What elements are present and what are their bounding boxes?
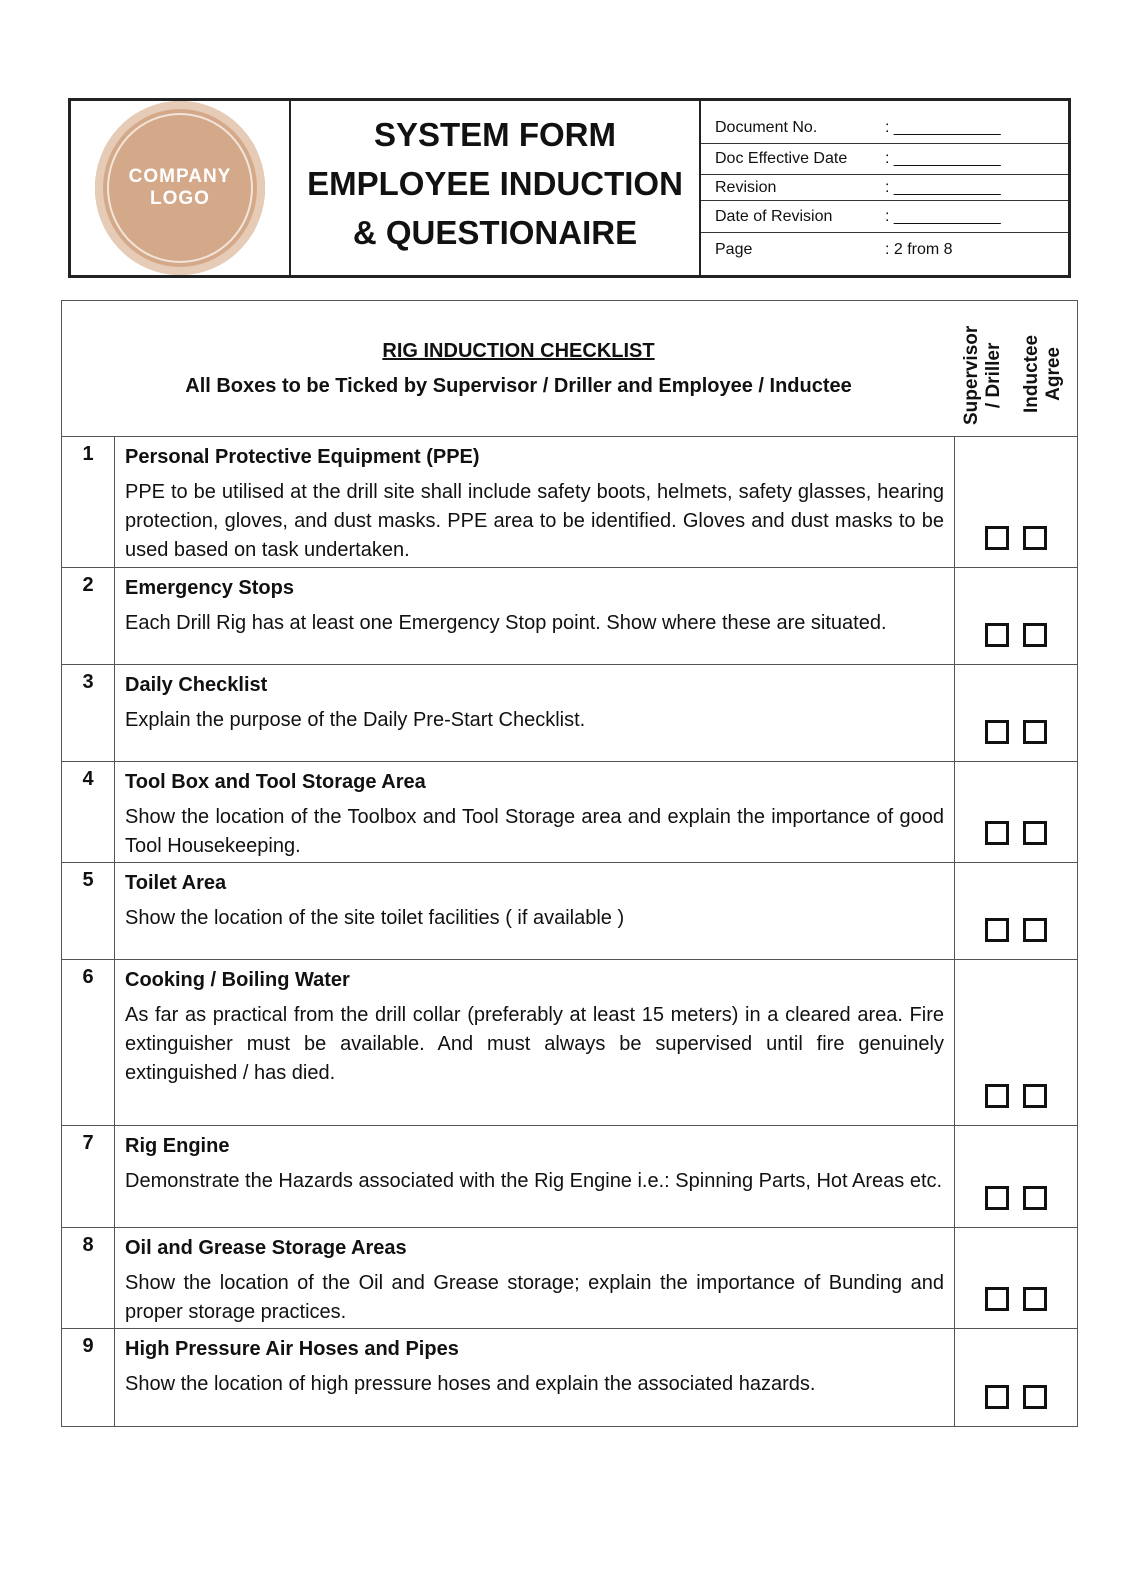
inductee-checkbox[interactable] xyxy=(1023,1186,1047,1210)
item-checkboxes xyxy=(955,960,1077,1125)
inductee-checkbox[interactable] xyxy=(1023,720,1047,744)
form-title xyxy=(291,101,701,275)
item-body xyxy=(115,1329,955,1426)
item-checkboxes xyxy=(955,1228,1077,1328)
supervisor-column-header xyxy=(961,326,1005,425)
logo-text: COMPANY xyxy=(128,166,232,187)
item-number: 5 xyxy=(62,863,115,959)
item-title: Toilet Area xyxy=(125,872,227,894)
item-body xyxy=(115,1126,955,1227)
item-number: 4 xyxy=(62,762,115,862)
header-line: / Driller xyxy=(983,342,1004,409)
logo-cell xyxy=(71,101,291,275)
supervisor-checkbox[interactable] xyxy=(985,526,1009,550)
title-line: EMPLOYEE INDUCTION xyxy=(307,164,683,202)
supervisor-checkbox[interactable] xyxy=(985,918,1009,942)
item-body xyxy=(115,960,955,1125)
inductee-checkbox[interactable] xyxy=(1023,1385,1047,1409)
item-checkboxes xyxy=(955,665,1077,761)
inductee-checkbox[interactable] xyxy=(1023,821,1047,845)
item-title: Tool Box and Tool Storage Area xyxy=(125,771,426,793)
checklist-subtitle: All Boxes to be Ticked by Supervisor / Driller and Employee / Inductee xyxy=(185,374,852,397)
checklist-item xyxy=(62,665,1077,762)
meta-row xyxy=(701,101,1068,144)
meta-label: Document No. xyxy=(715,119,818,136)
item-body xyxy=(115,762,955,862)
item-number: 8 xyxy=(62,1228,115,1328)
meta-row xyxy=(701,144,1068,175)
supervisor-checkbox[interactable] xyxy=(985,1084,1009,1108)
checklist-item xyxy=(62,1228,1077,1329)
meta-label: Revision xyxy=(715,178,777,196)
item-title: Emergency Stops xyxy=(125,577,294,599)
meta-row xyxy=(701,201,1068,233)
meta-value: : ____________ xyxy=(885,119,1001,136)
item-body xyxy=(115,1228,955,1328)
logo-text: LOGO xyxy=(150,188,210,209)
inductee-checkbox[interactable] xyxy=(1023,1287,1047,1311)
item-description: Explain the purpose of the Daily Pre-Start Checklist. xyxy=(125,709,586,731)
meta-value: : 2 from 8 xyxy=(885,241,953,258)
meta-value: : ____________ xyxy=(885,178,1001,196)
checklist-heading xyxy=(62,301,955,436)
item-title: Personal Protective Equipment (PPE) xyxy=(125,446,480,468)
item-description: Each Drill Rig has at least one Emergency Stop point. Show where these are situated. xyxy=(125,612,887,634)
supervisor-checkbox[interactable] xyxy=(985,1287,1009,1311)
item-number: 6 xyxy=(62,960,115,1125)
item-description: Show the location of the Oil and Grease storage; explain the importance of Bunding and proper storage practices. xyxy=(125,1272,944,1323)
item-description: As far as practical from the drill collar (preferably at least 15 meters) in a cleared area. Fire extinguisher must be available. And must always be supervised until fire genuinely extinguished / has died. xyxy=(125,1004,944,1084)
item-checkboxes xyxy=(955,1126,1077,1227)
header-line: Inductee xyxy=(1021,334,1042,413)
meta-value: : ____________ xyxy=(885,207,1001,225)
item-checkboxes xyxy=(955,1329,1077,1426)
item-body xyxy=(115,863,955,959)
item-number: 1 xyxy=(62,437,115,567)
checklist-item xyxy=(62,1329,1077,1426)
item-title: Cooking / Boiling Water xyxy=(125,969,350,991)
inductee-checkbox[interactable] xyxy=(1023,526,1047,550)
checklist-item xyxy=(62,568,1077,665)
meta-value: : ____________ xyxy=(885,150,1001,167)
checklist-item xyxy=(62,437,1077,568)
item-checkboxes xyxy=(955,437,1077,567)
item-number: 2 xyxy=(62,568,115,664)
item-description: Demonstrate the Hazards associated with the Rig Engine i.e.: Spinning Parts, Hot Areas etc. xyxy=(125,1170,943,1192)
supervisor-checkbox[interactable] xyxy=(985,1385,1009,1409)
form-header xyxy=(68,98,1071,278)
supervisor-checkbox[interactable] xyxy=(985,623,1009,647)
document-meta xyxy=(701,101,1068,275)
supervisor-checkbox[interactable] xyxy=(985,1186,1009,1210)
checklist-title: RIG INDUCTION CHECKLIST xyxy=(382,339,655,362)
meta-row xyxy=(701,175,1068,201)
item-checkboxes xyxy=(955,863,1077,959)
supervisor-checkbox[interactable] xyxy=(985,821,1009,845)
inductee-checkbox[interactable] xyxy=(1023,918,1047,942)
item-title: High Pressure Air Hoses and Pipes xyxy=(125,1338,459,1360)
inductee-column-header xyxy=(1021,335,1065,413)
checklist-item xyxy=(62,1126,1077,1228)
title-line: SYSTEM FORM xyxy=(373,115,616,153)
induction-checklist-table xyxy=(61,300,1078,1427)
column-headers xyxy=(955,301,1077,436)
item-title: Oil and Grease Storage Areas xyxy=(125,1237,407,1259)
item-number: 9 xyxy=(62,1329,115,1426)
supervisor-checkbox[interactable] xyxy=(985,720,1009,744)
item-checkboxes xyxy=(955,568,1077,664)
header-line: Supervisor xyxy=(961,325,982,425)
company-logo xyxy=(95,101,265,275)
checklist-item xyxy=(62,863,1077,960)
inductee-checkbox[interactable] xyxy=(1023,1084,1047,1108)
item-description: PPE to be utilised at the drill site shall include safety boots, helmets, safety glasses, hearing protection, gloves, and dust masks. PPE area to be identified. Gloves and dust masks to be used based on task undertaken. xyxy=(125,481,944,561)
checklist-item xyxy=(62,960,1077,1126)
item-body xyxy=(115,437,955,567)
meta-label: Doc Effective Date xyxy=(715,150,848,167)
item-number: 3 xyxy=(62,665,115,761)
item-title: Daily Checklist xyxy=(125,674,268,696)
item-description: Show the location of high pressure hoses and explain the associated hazards. xyxy=(125,1373,816,1395)
item-checkboxes xyxy=(955,762,1077,862)
inductee-checkbox[interactable] xyxy=(1023,623,1047,647)
table-header xyxy=(62,301,1077,437)
meta-row xyxy=(701,233,1068,275)
item-number: 7 xyxy=(62,1126,115,1227)
meta-label: Page xyxy=(715,241,753,258)
item-description: Show the location of the Toolbox and Tool Storage area and explain the importance of good Tool Housekeeping. xyxy=(125,806,944,857)
header-line: Agree xyxy=(1043,347,1064,401)
title-line: & QUESTIONAIRE xyxy=(352,213,638,251)
item-body xyxy=(115,568,955,664)
item-body xyxy=(115,665,955,761)
item-title: Rig Engine xyxy=(125,1135,230,1157)
item-description: Show the location of the site toilet facilities ( if available ) xyxy=(125,907,625,929)
checklist-item xyxy=(62,762,1077,863)
meta-label: Date of Revision xyxy=(715,207,833,225)
